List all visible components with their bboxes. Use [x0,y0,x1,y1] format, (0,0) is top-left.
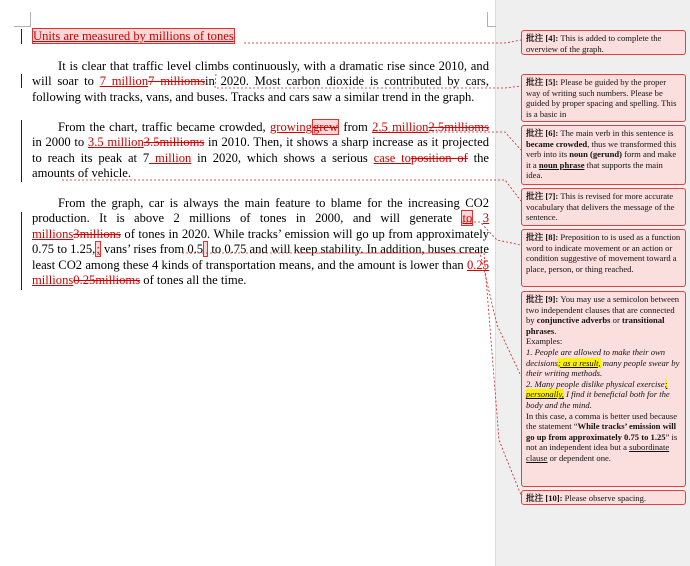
comment-text: or dependent one. [547,452,611,463]
comment-example-1 [526,347,681,379]
comment-text: The main verb in this sentence is [558,128,674,138]
comment-bold-text: noun (gerund) [569,149,622,160]
comment-text: 1. People are allowed to make their own decisions [526,346,666,368]
comment-6[interactable] [521,125,686,185]
comment-text: Please be guided by the proper way of writing such numbers. Please be guided by proper spacing and spelling. This is a basic in [526,77,677,119]
comment-5[interactable] [521,74,686,122]
comment-text: form and make it a [526,149,677,170]
insertion[interactable]: case to [373,150,411,165]
comment-text: This is added to complete the overview of the graph. [526,33,662,54]
comment-text: In this case, a comma is better used because the statement “ [526,410,678,432]
paragraph-text: of tones in 2020. While tracks’ emission will go up from approximately 0.75 to 1.25, [32,226,489,257]
comment-text: 2. Many people dislike physical exercise [526,378,665,389]
insertion[interactable]: million [149,150,192,165]
comment-tag: 批注 [4]: [526,33,559,43]
comment-tag: 批注 [5]: [526,77,559,87]
paragraph-text: From the graph, car is always the main feature to blame for the increasing CO2 production. It is above 2 millions of tones in 2000, and will generate [32,196,489,226]
paragraph-text: From the chart, traffic became crowded, [58,120,270,134]
paragraph-text: in 2020. Most carbon dioxide is contributed by cars, following with tracks, vans, and buses. Tracks and cars saw a similar trend in the graph. [32,74,489,104]
paragraph-text: from [339,120,373,134]
paragraph-text: vans’ rises from 0.5 [100,242,204,257]
paragraph-text: in 2000 to [32,135,88,150]
comment-tag: 批注 [10]: [526,493,563,503]
insertion[interactable]: 7 million [99,74,149,89]
comment-text: many people swear by their writing methods. [526,357,680,379]
comment-examples-label: Examples: [526,336,563,347]
comment-4[interactable] [521,30,686,55]
deletion[interactable]: 3.5millioms [143,135,205,150]
insertion[interactable]: 2.5 million [372,120,429,134]
comment-text: . [554,325,557,336]
paragraph-text: in 2020, which shows a serious [191,150,374,165]
insertion[interactable]: 3.5 million [87,135,144,150]
deletion[interactable]: grew [312,120,339,134]
comment-tag: 批注 [6]: [526,128,559,138]
comment-text: This is revised for more accurate vocabulary that delivers the message of the sentence. [526,191,675,223]
comment-text: Please observe spacing. [562,493,647,503]
deletion[interactable]: 7 millioms [148,74,205,89]
comment-text: Preposition to is used as a function word to indicate movement or an action or condition suggestive of movement toward a place, person, or thing reached. [526,232,681,274]
comment-tag: 批注 [8]: [526,232,559,242]
insertion[interactable]: to [462,211,473,226]
comment-underlined-text: subordinate clause [526,442,670,463]
insertion[interactable]: ; [96,242,100,257]
paragraph-text: It is clear that traffic level climbs continuously, with a dramatic rise since 2010, and will soar to [32,59,489,89]
comment-text: that supports the main idea. [526,159,663,181]
comment-tag: 批注 [7]: [526,191,559,201]
paragraph-text: to 0.75 and will keep stability. In addition, buses create least CO2 among these 4 kinds of transportation means, and the amount is lower than [32,242,489,272]
comment-text: You may use a semicolon between two independent clauses that are connected by [526,294,680,326]
comment-bold-text: While tracks’ emission will go up from approximately 0.75 to 1.25 [526,421,676,442]
insertion[interactable]: 0.25 millions [32,257,489,288]
comment-text: , thus we transformed this verb into its [526,138,677,160]
comment-text: I find it beneficial both for the body and the mind. [526,389,670,410]
paragraph-text: in 2010. Then, it shows a sharp increase as it projected to reach its peak at 7 [32,135,489,165]
comment-highlight: ; personally, [526,378,668,400]
comment-bold-text: conjunctive adverbs [536,315,611,326]
comment-text: ” is not an independent idea but a [526,431,678,453]
comment-bold-text: noun phrase [538,159,585,170]
paragraph-text: the amounts of vehicle. [32,150,490,181]
comment-7[interactable] [521,188,686,226]
comment-text: or [610,315,622,326]
comment-highlight: ; as a result, [557,357,601,368]
paragraph-text: of tones all the time. [140,273,247,288]
deletion[interactable]: position of [410,150,468,165]
title-insertion[interactable]: Units are measured by millions of tones [33,29,234,43]
insertion[interactable]: 3 millions [32,211,489,241]
comment-bold-text: transitional phrases [526,315,665,336]
comment-tag: 批注 [9]: [526,294,559,304]
comment-9[interactable] [521,291,686,487]
comment-10[interactable] [521,490,686,505]
deletion[interactable]: 3millions [73,226,121,241]
deletion[interactable]: 2.5millioms [428,120,489,134]
comment-8[interactable] [521,229,686,287]
comment-bold-text: became crowded [526,138,588,149]
comment-example-2 [526,379,681,411]
deletion[interactable]: 0.25millioms [73,273,141,288]
insertion[interactable]: growing [269,120,312,134]
